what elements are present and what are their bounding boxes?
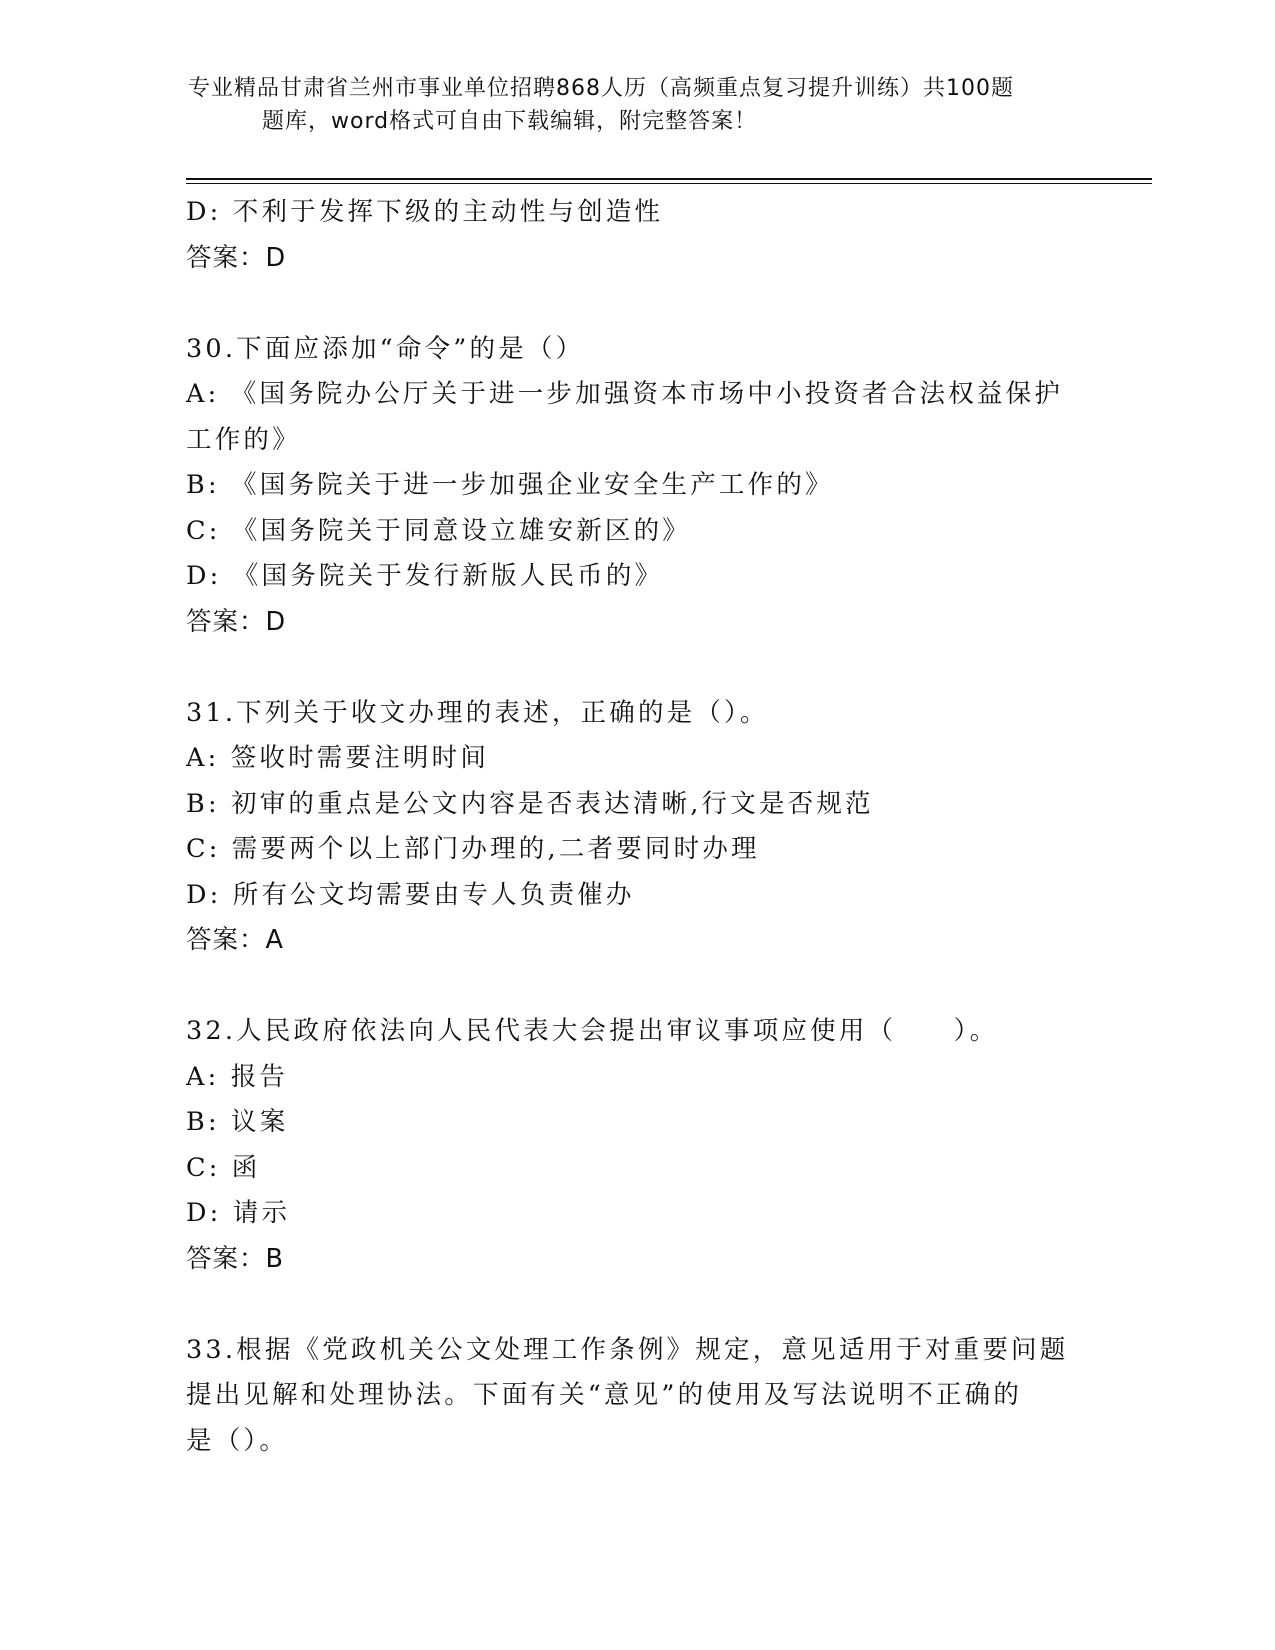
spacer	[186, 281, 1086, 327]
option-a-continued: 工作的》	[186, 424, 301, 455]
question-text: 32.人民政府依法向人民代表大会提出审议事项应使用（ ）。	[186, 1016, 999, 1046]
spacer	[186, 964, 1086, 1010]
option-a: A: 签收时需要注明时间	[186, 743, 490, 773]
header-divider-thick	[186, 178, 1152, 180]
question-text-continued: 是（）。	[186, 1425, 289, 1456]
option-b: B: 议案	[186, 1107, 289, 1137]
question-content	[186, 190, 1086, 1464]
question-32	[186, 1009, 1086, 1282]
answer: 答案：B	[186, 1243, 284, 1274]
option-c: C: 《国务院关于同意设立雄安新区的》	[186, 515, 692, 546]
answer: 答案：D	[186, 606, 287, 637]
option-d: D: 不利于发挥下级的主动性与创造性	[186, 197, 664, 227]
option-d: D: 所有公文均需要由专人负责催办	[186, 879, 635, 910]
question-31	[186, 691, 1086, 964]
question-text: 31.下列关于收文办理的表述，正确的是（）。	[186, 697, 769, 728]
spacer	[186, 1282, 1086, 1328]
option-c: C: 函	[186, 1152, 261, 1183]
option-a: A: 报告	[186, 1061, 289, 1092]
header-title-line-1: 专业精品甘肃省兰州市事业单位招聘868人历（高频重点复习提升训练）共100题	[188, 76, 1014, 101]
answer: 答案：D	[186, 242, 287, 273]
question-text: 33.根据《党政机关公文处理工作条例》规定，意见适用于对重要问题	[186, 1334, 1069, 1365]
question-29-tail	[186, 190, 1086, 281]
option-b: B: 《国务院关于进一步加强企业安全生产工作的》	[186, 470, 834, 500]
option-d: D: 请示	[186, 1198, 291, 1228]
option-d: D: 《国务院关于发行新版人民币的》	[186, 561, 664, 591]
spacer	[186, 645, 1086, 691]
header-title-line-2: 题库，word格式可自由下载编辑，附完整答案！	[262, 109, 758, 134]
header-divider-thin	[186, 183, 1152, 184]
option-c: C: 需要两个以上部门办理的,二者要同时办理	[186, 834, 760, 864]
question-30	[186, 327, 1086, 646]
question-33	[186, 1328, 1086, 1465]
answer: 答案：A	[186, 925, 284, 955]
question-text-continued: 提出见解和处理协法。下面有关“意见”的使用及写法说明不正确的	[186, 1380, 1023, 1410]
option-b: B: 初审的重点是公文内容是否表达清晰,行文是否规范	[186, 788, 874, 819]
document-header	[188, 72, 1088, 138]
question-text: 30.下面应添加“命令”的是（）	[186, 333, 585, 364]
option-a: A: 《国务院办公厅关于进一步加强资本市场中小投资者合法权益保护	[186, 379, 1064, 409]
